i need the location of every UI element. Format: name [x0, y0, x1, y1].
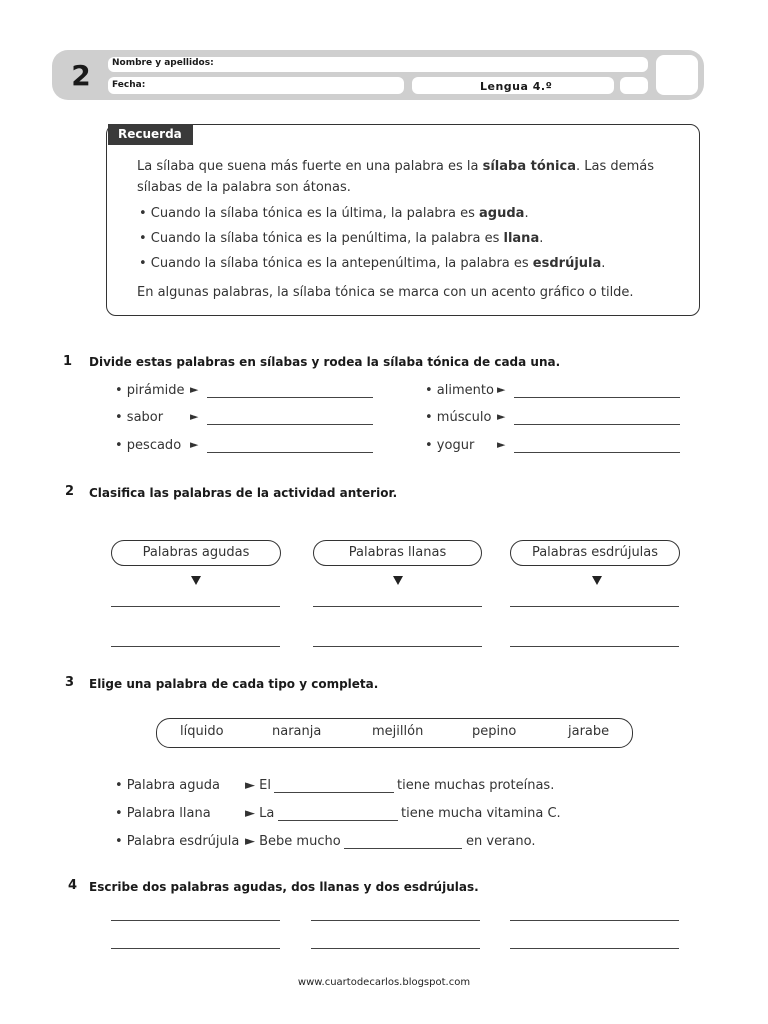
ex4-number: 4 — [68, 878, 78, 893]
ex1-word-yogur: • yogur — [425, 438, 475, 453]
ex2-answer-line[interactable] — [510, 606, 679, 607]
ex4-answer-line[interactable] — [111, 920, 280, 921]
ex1-word-pescado: • pescado — [115, 438, 182, 453]
ex4-answer-line[interactable] — [510, 948, 679, 949]
ex3-sentence-end: tiene muchas proteínas. — [397, 778, 555, 793]
ex3-sentence-start: ► La — [245, 806, 275, 821]
recuerda-bullet-esdrujula: • Cuando la sílaba tónica es la antepenúltima, la palabra es esdrújula. — [139, 256, 606, 271]
recuerda-bullet-llana: • Cuando la sílaba tónica es la penúltima, la palabra es llana. — [139, 231, 544, 246]
recuerda-tab: Recuerda — [108, 124, 193, 145]
ex1-number: 1 — [63, 354, 73, 369]
ex1-answer-line[interactable] — [207, 452, 373, 453]
ex1-word-piramide: • pirámide — [115, 383, 185, 398]
ex2-answer-line[interactable] — [510, 646, 679, 647]
ex3-label-llana: • Palabra llana — [115, 806, 211, 821]
category-llanas: Palabras llanas — [313, 540, 482, 566]
ex4-title: Escribe dos palabras agudas, dos llanas y dos esdrújulas. — [89, 880, 479, 894]
arrow-icon: ► — [497, 438, 506, 451]
ex4-answer-line[interactable] — [311, 920, 480, 921]
category-agudas: Palabras agudas — [111, 540, 281, 566]
word-bank-item: naranja — [272, 724, 322, 739]
footer-url: www.cuartodecarlos.blogspot.com — [297, 977, 471, 988]
ex3-number: 3 — [65, 675, 75, 690]
ex1-word-musculo: • músculo — [425, 410, 492, 425]
ex2-title: Clasifica las palabras de la actividad anterior. — [89, 486, 398, 500]
ex3-sentence-end: tiene mucha vitamina C. — [401, 806, 561, 821]
unit-number: 2 — [71, 59, 91, 92]
ex1-answer-line[interactable] — [514, 452, 680, 453]
ex4-answer-line[interactable] — [311, 948, 480, 949]
ex3-label-aguda: • Palabra aguda — [115, 778, 220, 793]
ex3-title: Elige una palabra de cada tipo y completa. — [89, 677, 379, 691]
ex2-answer-line[interactable] — [111, 606, 280, 607]
ex3-label-esdrujula: • Palabra esdrújula — [115, 834, 240, 849]
ex3-sentence-start: ► El — [245, 778, 271, 793]
ex1-answer-line[interactable] — [514, 397, 680, 398]
ex4-answer-line[interactable] — [510, 920, 679, 921]
category-esdrujulas: Palabras esdrújulas — [510, 540, 680, 566]
ex2-number: 2 — [65, 484, 75, 499]
recuerda-closing: En algunas palabras, la sílaba tónica se marca con un acento gráfico o tilde. — [137, 285, 634, 300]
ex1-word-alimento: • alimento — [425, 383, 494, 398]
arrow-icon: ► — [190, 438, 199, 451]
word-bank-item: jarabe — [568, 724, 610, 739]
recuerda-bullet-aguda: • Cuando la sílaba tónica es la última, la palabra es aguda. — [139, 206, 529, 221]
arrow-icon: ► — [497, 410, 506, 423]
ex3-answer-line[interactable] — [344, 848, 462, 849]
down-arrow-icon — [191, 576, 201, 585]
arrow-icon: ► — [190, 410, 199, 423]
ex3-answer-line[interactable] — [274, 792, 394, 793]
ex2-answer-line[interactable] — [111, 646, 280, 647]
down-arrow-icon — [393, 576, 403, 585]
ex1-answer-line[interactable] — [207, 397, 373, 398]
ex1-answer-line[interactable] — [514, 424, 680, 425]
ex3-sentence-start: ► Bebe mucho — [245, 834, 341, 849]
arrow-icon: ► — [497, 383, 506, 396]
ex3-sentence-end: en verano. — [466, 834, 536, 849]
small-box — [620, 77, 648, 94]
arrow-icon: ► — [190, 383, 199, 396]
ex2-answer-line[interactable] — [313, 646, 482, 647]
subject-label: Lengua 4.º — [480, 80, 553, 93]
ex1-answer-line[interactable] — [207, 424, 373, 425]
date-field[interactable] — [108, 77, 404, 94]
name-label: Nombre y apellidos: — [112, 58, 214, 68]
word-bank-item: líquido — [180, 724, 224, 739]
date-label: Fecha: — [112, 80, 146, 90]
ex3-answer-line[interactable] — [278, 820, 398, 821]
ex4-answer-line[interactable] — [111, 948, 280, 949]
down-arrow-icon — [592, 576, 602, 585]
ex1-word-sabor: • sabor — [115, 410, 164, 425]
grade-box[interactable] — [656, 55, 698, 95]
ex1-title: Divide estas palabras en sílabas y rodea la sílaba tónica de cada una. — [89, 355, 561, 369]
recuerda-intro-line1: La sílaba que suena más fuerte en una palabra es la sílaba tónica. Las demás — [137, 159, 655, 174]
word-bank-item: pepino — [472, 724, 517, 739]
ex2-answer-line[interactable] — [313, 606, 482, 607]
recuerda-intro-line2: sílabas de la palabra son átonas. — [137, 180, 351, 195]
word-bank-item: mejillón — [372, 724, 424, 739]
